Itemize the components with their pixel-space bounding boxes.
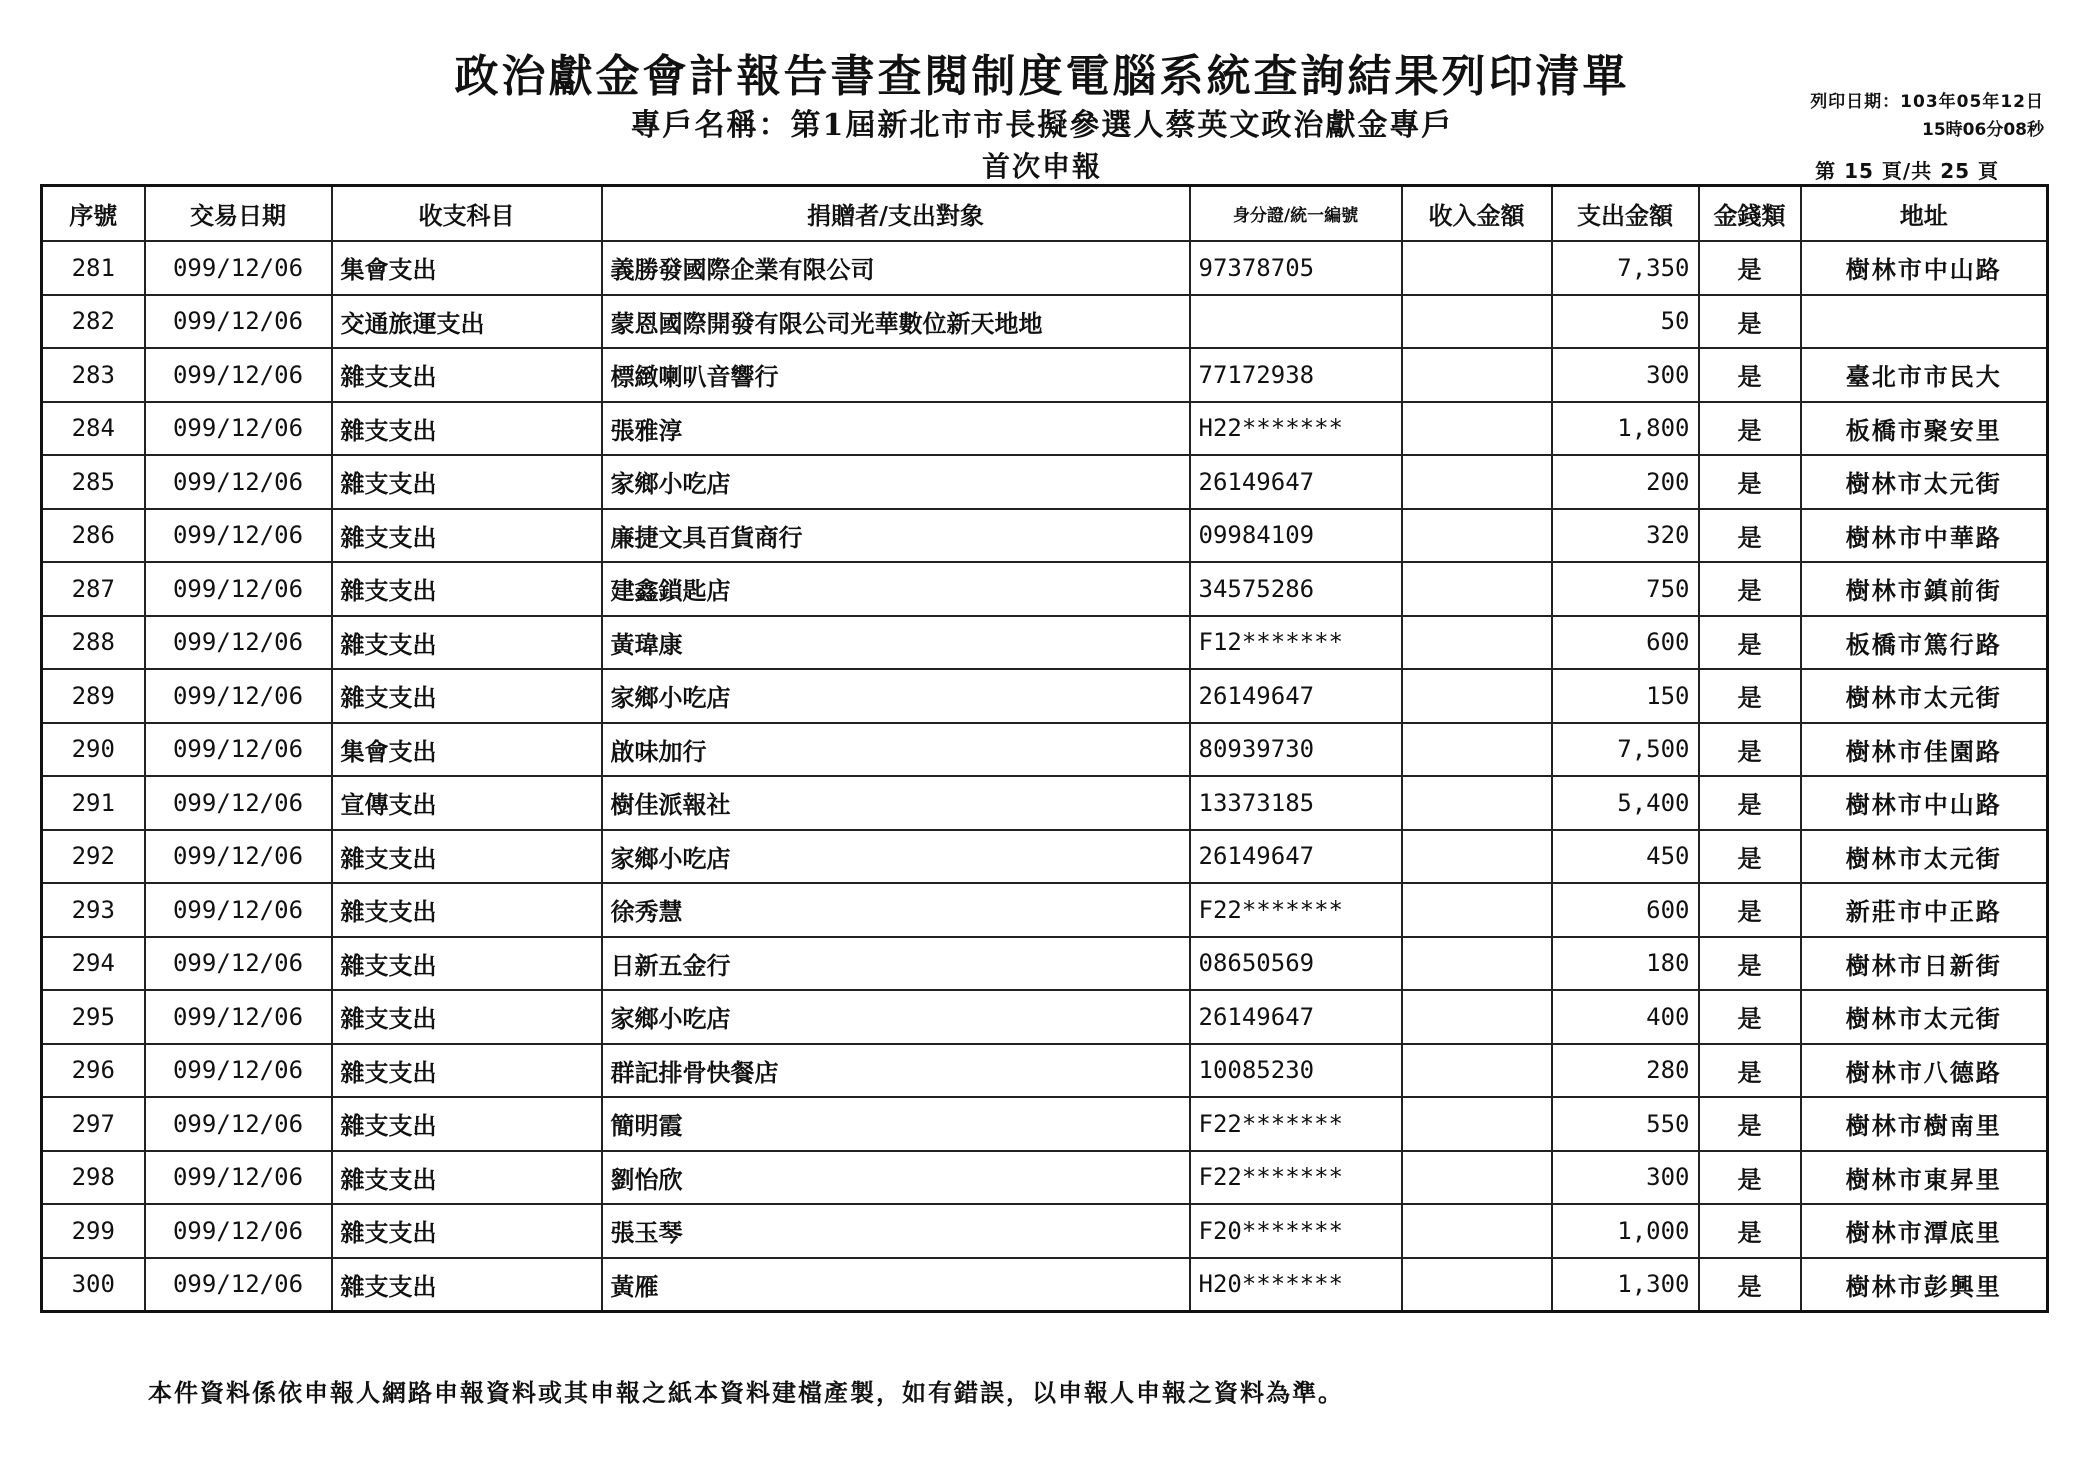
cell-seq: 295 [42,990,145,1044]
cell-money-type: 是 [1699,402,1801,456]
cell-expense: 300 [1552,1151,1699,1205]
column-header-date: 交易日期 [145,186,332,242]
cell-expense: 7,500 [1552,723,1699,777]
cell-party: 黃瑋康 [602,616,1190,670]
cell-income [1402,830,1552,884]
report-type: 首次申報 [981,150,1102,183]
column-header-expense: 支出金額 [1552,186,1699,242]
cell-money-type: 是 [1699,1204,1801,1258]
table-row [42,1204,2048,1258]
cell-seq: 290 [42,723,145,777]
cell-address: 樹林市彭興里 [1801,1258,2048,1312]
cell-expense: 7,350 [1552,241,1699,295]
cell-id-number: H22******* [1190,402,1402,456]
cell-seq: 296 [42,1044,145,1098]
cell-id-number: 97378705 [1190,241,1402,295]
cell-expense: 400 [1552,990,1699,1044]
cell-money-type: 是 [1699,830,1801,884]
cell-id-number: F22******* [1190,883,1402,937]
cell-party: 黃雁 [602,1258,1190,1312]
cell-category: 集會支出 [332,723,602,777]
cell-date: 099/12/06 [145,455,332,509]
table-row [42,937,2048,991]
cell-party: 家鄉小吃店 [602,830,1190,884]
cell-expense: 180 [1552,937,1699,991]
cell-income [1402,509,1552,563]
cell-address: 樹林市太元街 [1801,669,2048,723]
cell-income [1402,241,1552,295]
cell-category: 雜支支出 [332,1097,602,1151]
cell-address: 新莊市中正路 [1801,883,2048,937]
cell-id-number: 13373185 [1190,776,1402,830]
cell-date: 099/12/06 [145,509,332,563]
cell-income [1402,937,1552,991]
cell-category: 雜支支出 [332,1204,602,1258]
cell-category: 雜支支出 [332,830,602,884]
cell-money-type: 是 [1699,937,1801,991]
cell-address: 樹林市太元街 [1801,990,2048,1044]
document-title: 政治獻金會計報告書查閱制度電腦系統查詢結果列印清單 [454,51,1630,102]
cell-date: 099/12/06 [145,830,332,884]
cell-income [1402,723,1552,777]
column-header-money-type: 金錢類 [1699,186,1801,242]
cell-expense: 5,400 [1552,776,1699,830]
cell-id-number: F22******* [1190,1151,1402,1205]
cell-expense: 150 [1552,669,1699,723]
cell-category: 雜支支出 [332,1151,602,1205]
table-row [42,616,2048,670]
cell-expense: 1,800 [1552,402,1699,456]
cell-money-type: 是 [1699,669,1801,723]
table-row [42,776,2048,830]
cell-seq: 298 [42,1151,145,1205]
expense-ledger-table [40,184,2049,1313]
column-header-party: 捐贈者/支出對象 [602,186,1190,242]
table-row [42,295,2048,349]
cell-income [1402,1097,1552,1151]
cell-category: 雜支支出 [332,937,602,991]
cell-seq: 299 [42,1204,145,1258]
table-row [42,669,2048,723]
cell-expense: 1,000 [1552,1204,1699,1258]
cell-party: 蒙恩國際開發有限公司光華數位新天地地 [602,295,1190,349]
cell-date: 099/12/06 [145,1204,332,1258]
cell-date: 099/12/06 [145,776,332,830]
cell-date: 099/12/06 [145,937,332,991]
cell-party: 標緻喇叭音響行 [602,348,1190,402]
cell-category: 雜支支出 [332,616,602,670]
cell-party: 徐秀慧 [602,883,1190,937]
cell-date: 099/12/06 [145,241,332,295]
cell-seq: 286 [42,509,145,563]
cell-id-number: 08650569 [1190,937,1402,991]
cell-category: 雜支支出 [332,1044,602,1098]
cell-money-type: 是 [1699,1097,1801,1151]
cell-money-type: 是 [1699,455,1801,509]
table-header-row [42,186,2048,242]
table-body [42,241,2048,1312]
column-header-address: 地址 [1801,186,2048,242]
cell-expense: 550 [1552,1097,1699,1151]
cell-seq: 291 [42,776,145,830]
cell-address: 樹林市樹南里 [1801,1097,2048,1151]
cell-id-number: 34575286 [1190,562,1402,616]
footer-note: 本件資料係依申報人網路申報資料或其申報之紙本資料建檔產製，如有錯誤，以申報人申報之資料為準。 [148,1378,1344,1407]
print-time: 15時06分08秒 [1922,120,2044,140]
cell-income [1402,455,1552,509]
cell-id-number: F22******* [1190,1097,1402,1151]
cell-expense: 450 [1552,830,1699,884]
cell-address: 板橋市聚安里 [1801,402,2048,456]
cell-address: 樹林市日新街 [1801,937,2048,991]
cell-seq: 297 [42,1097,145,1151]
cell-id-number [1190,295,1402,349]
cell-id-number: 80939730 [1190,723,1402,777]
cell-income [1402,990,1552,1044]
cell-category: 雜支支出 [332,669,602,723]
cell-expense: 600 [1552,616,1699,670]
cell-address: 樹林市佳園路 [1801,723,2048,777]
cell-category: 宣傳支出 [332,776,602,830]
cell-category: 交通旅運支出 [332,295,602,349]
cell-address: 樹林市中山路 [1801,241,2048,295]
cell-category: 集會支出 [332,241,602,295]
cell-money-type: 是 [1699,990,1801,1044]
cell-id-number: 26149647 [1190,990,1402,1044]
cell-address: 樹林市潭底里 [1801,1204,2048,1258]
cell-seq: 287 [42,562,145,616]
table-row [42,1258,2048,1312]
cell-seq: 289 [42,669,145,723]
cell-party: 家鄉小吃店 [602,990,1190,1044]
cell-party: 群記排骨快餐店 [602,1044,1190,1098]
cell-category: 雜支支出 [332,1258,602,1312]
account-name: 專戶名稱：第1屆新北市市長擬參選人蔡英文政治獻金專戶 [630,108,1454,143]
cell-expense: 280 [1552,1044,1699,1098]
cell-seq: 284 [42,402,145,456]
print-date: 列印日期：103年05年12日 [1810,92,2044,112]
cell-expense: 750 [1552,562,1699,616]
cell-date: 099/12/06 [145,990,332,1044]
cell-id-number: 10085230 [1190,1044,1402,1098]
cell-money-type: 是 [1699,295,1801,349]
cell-income [1402,562,1552,616]
cell-party: 簡明霞 [602,1097,1190,1151]
cell-id-number: F20******* [1190,1204,1402,1258]
column-header-category: 收支科目 [332,186,602,242]
cell-income [1402,883,1552,937]
table-row [42,883,2048,937]
cell-income [1402,1204,1552,1258]
cell-expense: 320 [1552,509,1699,563]
cell-seq: 285 [42,455,145,509]
table-row [42,830,2048,884]
cell-date: 099/12/06 [145,1097,332,1151]
cell-money-type: 是 [1699,1151,1801,1205]
cell-id-number: H20******* [1190,1258,1402,1312]
cell-party: 樹佳派報社 [602,776,1190,830]
cell-party: 張玉琴 [602,1204,1190,1258]
cell-id-number: 26149647 [1190,830,1402,884]
cell-category: 雜支支出 [332,509,602,563]
cell-income [1402,616,1552,670]
column-header-id: 身分證/統一編號 [1190,186,1402,242]
cell-party: 劉怡欣 [602,1151,1190,1205]
table-row [42,723,2048,777]
cell-seq: 292 [42,830,145,884]
cell-income [1402,295,1552,349]
cell-expense: 200 [1552,455,1699,509]
cell-income [1402,776,1552,830]
cell-party: 義勝發國際企業有限公司 [602,241,1190,295]
cell-date: 099/12/06 [145,348,332,402]
cell-money-type: 是 [1699,348,1801,402]
cell-money-type: 是 [1699,776,1801,830]
cell-id-number: 26149647 [1190,669,1402,723]
cell-address [1801,295,2048,349]
cell-id-number: 09984109 [1190,509,1402,563]
cell-seq: 281 [42,241,145,295]
cell-party: 建鑫鎖匙店 [602,562,1190,616]
cell-income [1402,348,1552,402]
cell-money-type: 是 [1699,1258,1801,1312]
cell-money-type: 是 [1699,883,1801,937]
cell-seq: 293 [42,883,145,937]
cell-money-type: 是 [1699,616,1801,670]
cell-money-type: 是 [1699,723,1801,777]
cell-id-number: 77172938 [1190,348,1402,402]
cell-money-type: 是 [1699,1044,1801,1098]
cell-party: 日新五金行 [602,937,1190,991]
cell-date: 099/12/06 [145,616,332,670]
cell-income [1402,1151,1552,1205]
cell-seq: 282 [42,295,145,349]
cell-date: 099/12/06 [145,1258,332,1312]
cell-income [1402,402,1552,456]
table-row [42,455,2048,509]
cell-party: 啟味加行 [602,723,1190,777]
cell-category: 雜支支出 [332,883,602,937]
cell-money-type: 是 [1699,562,1801,616]
cell-money-type: 是 [1699,509,1801,563]
table-row [42,990,2048,1044]
cell-party: 家鄉小吃店 [602,455,1190,509]
cell-expense: 300 [1552,348,1699,402]
cell-seq: 283 [42,348,145,402]
cell-income [1402,1258,1552,1312]
column-header-income: 收入金額 [1402,186,1552,242]
cell-income [1402,669,1552,723]
cell-date: 099/12/06 [145,1044,332,1098]
cell-party: 張雅淳 [602,402,1190,456]
cell-income [1402,1044,1552,1098]
cell-address: 樹林市鎮前街 [1801,562,2048,616]
cell-seq: 288 [42,616,145,670]
cell-date: 099/12/06 [145,883,332,937]
cell-date: 099/12/06 [145,562,332,616]
table-row [42,1044,2048,1098]
table-row [42,562,2048,616]
column-header-seq: 序號 [42,186,145,242]
cell-category: 雜支支出 [332,348,602,402]
cell-seq: 294 [42,937,145,991]
table-row [42,1151,2048,1205]
cell-date: 099/12/06 [145,1151,332,1205]
cell-expense: 50 [1552,295,1699,349]
cell-date: 099/12/06 [145,669,332,723]
cell-category: 雜支支出 [332,402,602,456]
cell-address: 樹林市中華路 [1801,509,2048,563]
cell-date: 099/12/06 [145,723,332,777]
cell-category: 雜支支出 [332,990,602,1044]
cell-id-number: 26149647 [1190,455,1402,509]
cell-address: 樹林市太元街 [1801,455,2048,509]
cell-expense: 600 [1552,883,1699,937]
table-row [42,402,2048,456]
cell-date: 099/12/06 [145,402,332,456]
cell-address: 板橋市篤行路 [1801,616,2048,670]
cell-id-number: F12******* [1190,616,1402,670]
cell-money-type: 是 [1699,241,1801,295]
table-row [42,348,2048,402]
page-info: 第 15 頁/共 25 頁 [1815,159,1999,183]
table-row [42,1097,2048,1151]
cell-address: 樹林市東昇里 [1801,1151,2048,1205]
cell-date: 099/12/06 [145,295,332,349]
cell-category: 雜支支出 [332,455,602,509]
cell-address: 樹林市中山路 [1801,776,2048,830]
table-row [42,509,2048,563]
table-row [42,241,2048,295]
cell-seq: 300 [42,1258,145,1312]
cell-address: 樹林市八德路 [1801,1044,2048,1098]
cell-party: 廉捷文具百貨商行 [602,509,1190,563]
cell-party: 家鄉小吃店 [602,669,1190,723]
cell-address: 樹林市太元街 [1801,830,2048,884]
cell-category: 雜支支出 [332,562,602,616]
print-date-block [1810,88,2044,144]
cell-expense: 1,300 [1552,1258,1699,1312]
cell-address: 臺北市市民大 [1801,348,2048,402]
